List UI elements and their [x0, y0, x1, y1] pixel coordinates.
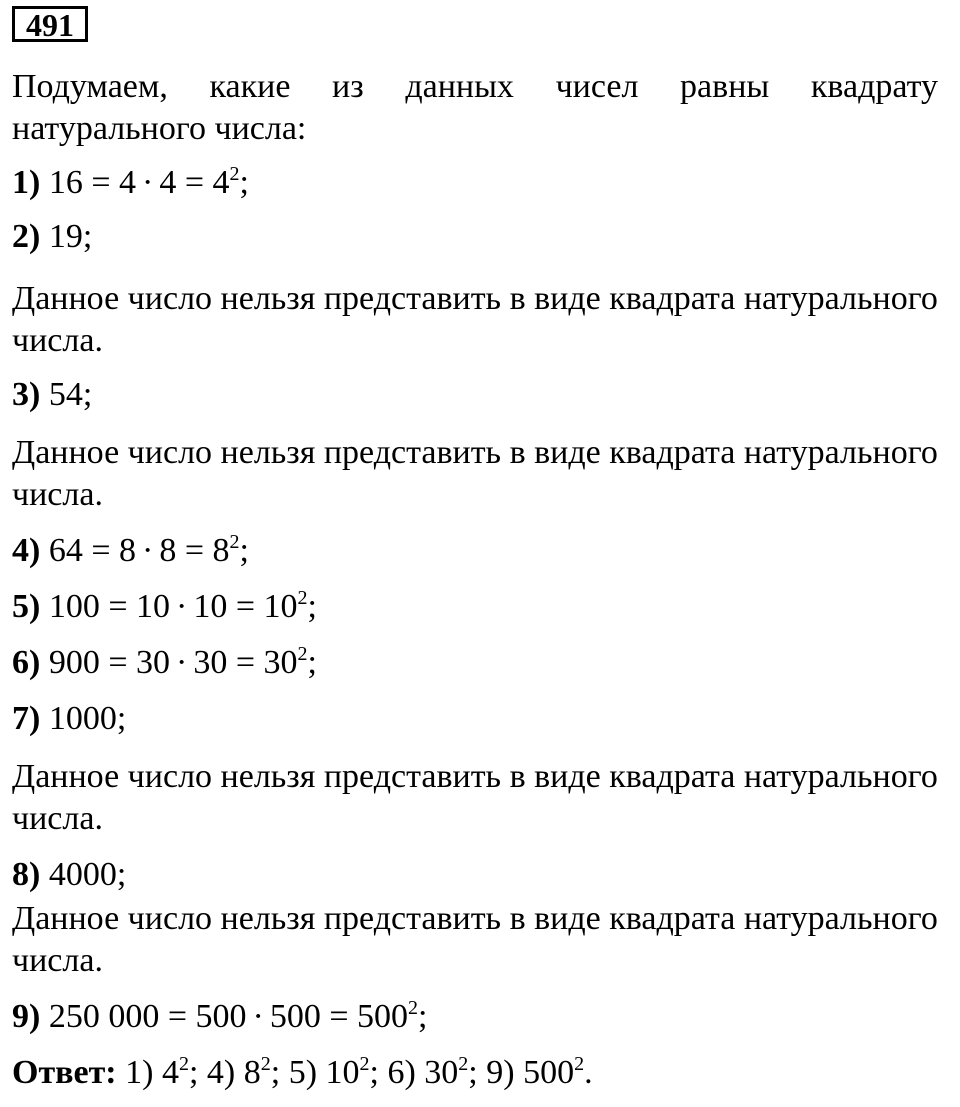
item-end: ; — [307, 588, 317, 625]
item-number: 250 000 — [48, 998, 160, 1035]
item-end: ; — [307, 644, 317, 681]
item-2 — [12, 216, 938, 258]
power-base: 10 — [263, 588, 298, 625]
power-base: 500 — [523, 1054, 575, 1091]
not-square-note-line-2: числа. — [12, 322, 103, 359]
item-label: 1) — [12, 164, 41, 201]
answer-separator: ; — [468, 1054, 478, 1091]
answer-separator: ; — [270, 1054, 281, 1091]
item-number: 1000 — [48, 700, 117, 737]
item-label: 9) — [12, 998, 41, 1035]
item-number: 16 — [48, 164, 83, 201]
factor: 8 — [159, 532, 177, 569]
factor: 500 — [195, 998, 247, 1035]
power-exponent: 2 — [229, 163, 240, 185]
item-end: ; — [418, 998, 428, 1035]
item-1: 1) $16 = 4 \cdot 4 = 4^2$; — [12, 163, 249, 201]
power-exponent: 2 — [574, 1053, 585, 1075]
not-square-note-line-2: числа. — [12, 476, 103, 513]
item-end: ; — [239, 532, 249, 569]
item-6: 6) $900 = 30 \cdot 30 = 30^2$; — [12, 643, 317, 681]
item-end: ; — [239, 164, 249, 201]
item-label: 4) — [12, 532, 41, 569]
item-label: 3) — [12, 376, 41, 413]
item-number: 54 — [48, 376, 83, 413]
power-exponent: 2 — [359, 1053, 370, 1075]
item-number: 900 — [48, 644, 100, 681]
item-end: ; — [116, 856, 127, 893]
item-number: 64 — [48, 532, 83, 569]
item-end: ; — [116, 700, 127, 737]
answer-part — [207, 1054, 280, 1091]
power-exponent: 2 — [297, 587, 308, 609]
item-8 — [12, 854, 938, 896]
power-exponent: 2 — [178, 1053, 189, 1075]
item-label: 7) — [12, 700, 41, 737]
power-exponent: 2 — [458, 1053, 469, 1075]
factor: 4 — [159, 164, 177, 201]
not-square-note-line-1: Данное число нельзя представить в виде квадрата натурального — [12, 280, 938, 317]
power-exponent: 2 — [408, 997, 419, 1019]
factor: 10 — [193, 588, 228, 625]
answer-index: 1) — [125, 1054, 154, 1091]
answer-separator: ; — [188, 1054, 199, 1091]
item-end: ; — [82, 218, 93, 255]
factor: 8 — [119, 532, 137, 569]
not-square-note-line-1: Данное число нельзя представить в виде квадрата натурального — [12, 758, 938, 795]
answer-separator: ; — [369, 1054, 379, 1091]
item-7 — [12, 698, 938, 740]
item-label: 2) — [12, 218, 41, 255]
not-square-note-line-2: числа. — [12, 942, 103, 979]
answer-part — [289, 1054, 379, 1091]
power-base: 10 — [325, 1054, 360, 1091]
item-label: 6) — [12, 644, 41, 681]
answer-index: 6) — [387, 1054, 416, 1091]
answer-index: 5) — [288, 1054, 318, 1091]
factor: 30 — [193, 644, 228, 681]
power-base: 4 — [161, 1054, 179, 1091]
answer-part — [125, 1054, 198, 1091]
item-4: 4) $64 = 8 \cdot 8 = 8^2$; — [12, 531, 249, 569]
power-base: 8 — [243, 1054, 261, 1091]
not-square-note-line-2: числа. — [12, 800, 103, 837]
item-label: 5) — [12, 588, 41, 625]
not-square-note-line-1: Данное число нельзя представить в виде квадрата натурального — [12, 434, 938, 471]
answer-index: 9) — [486, 1054, 515, 1091]
answer-part — [486, 1054, 592, 1091]
answer-index: 4) — [206, 1054, 236, 1091]
power-exponent: 2 — [297, 643, 308, 665]
item-number: 4000 — [48, 856, 117, 893]
power-base: 8 — [212, 532, 230, 569]
answer-label: Ответ: — [12, 1054, 117, 1091]
power-exponent: 2 — [229, 531, 240, 553]
factor: 30 — [136, 644, 171, 681]
power-base: 30 — [424, 1054, 459, 1091]
item-3 — [12, 374, 938, 416]
intro-line-2: натурального числа: — [12, 110, 307, 147]
item-end: ; — [82, 376, 93, 413]
item-number: 100 — [48, 588, 100, 625]
item-number: 19 — [48, 218, 83, 255]
power-base: 500 — [357, 998, 409, 1035]
factor: 10 — [136, 588, 171, 625]
answer-line — [12, 1052, 938, 1094]
not-square-note-line-1: Данное число нельзя представить в виде квадрата натурального — [12, 900, 938, 937]
intro-line-1: Подумаем, какие из данных чисел равны квадрату — [12, 68, 938, 105]
factor: 500 — [269, 998, 321, 1035]
power-exponent: 2 — [260, 1053, 271, 1075]
power-base: 30 — [263, 644, 298, 681]
answer-part — [387, 1054, 477, 1091]
power-base: 4 — [212, 164, 230, 201]
item-label: 8) — [12, 856, 41, 893]
item-9: 9) 250 $000 = 500 \cdot 500 = 500^2$; — [12, 997, 428, 1035]
answer-separator: . — [584, 1054, 593, 1091]
factor: 4 — [119, 164, 137, 201]
item-5: 5) $100 = 10 \cdot 10 = 10^2$; — [12, 587, 317, 625]
problem-number: 491 — [12, 6, 88, 42]
